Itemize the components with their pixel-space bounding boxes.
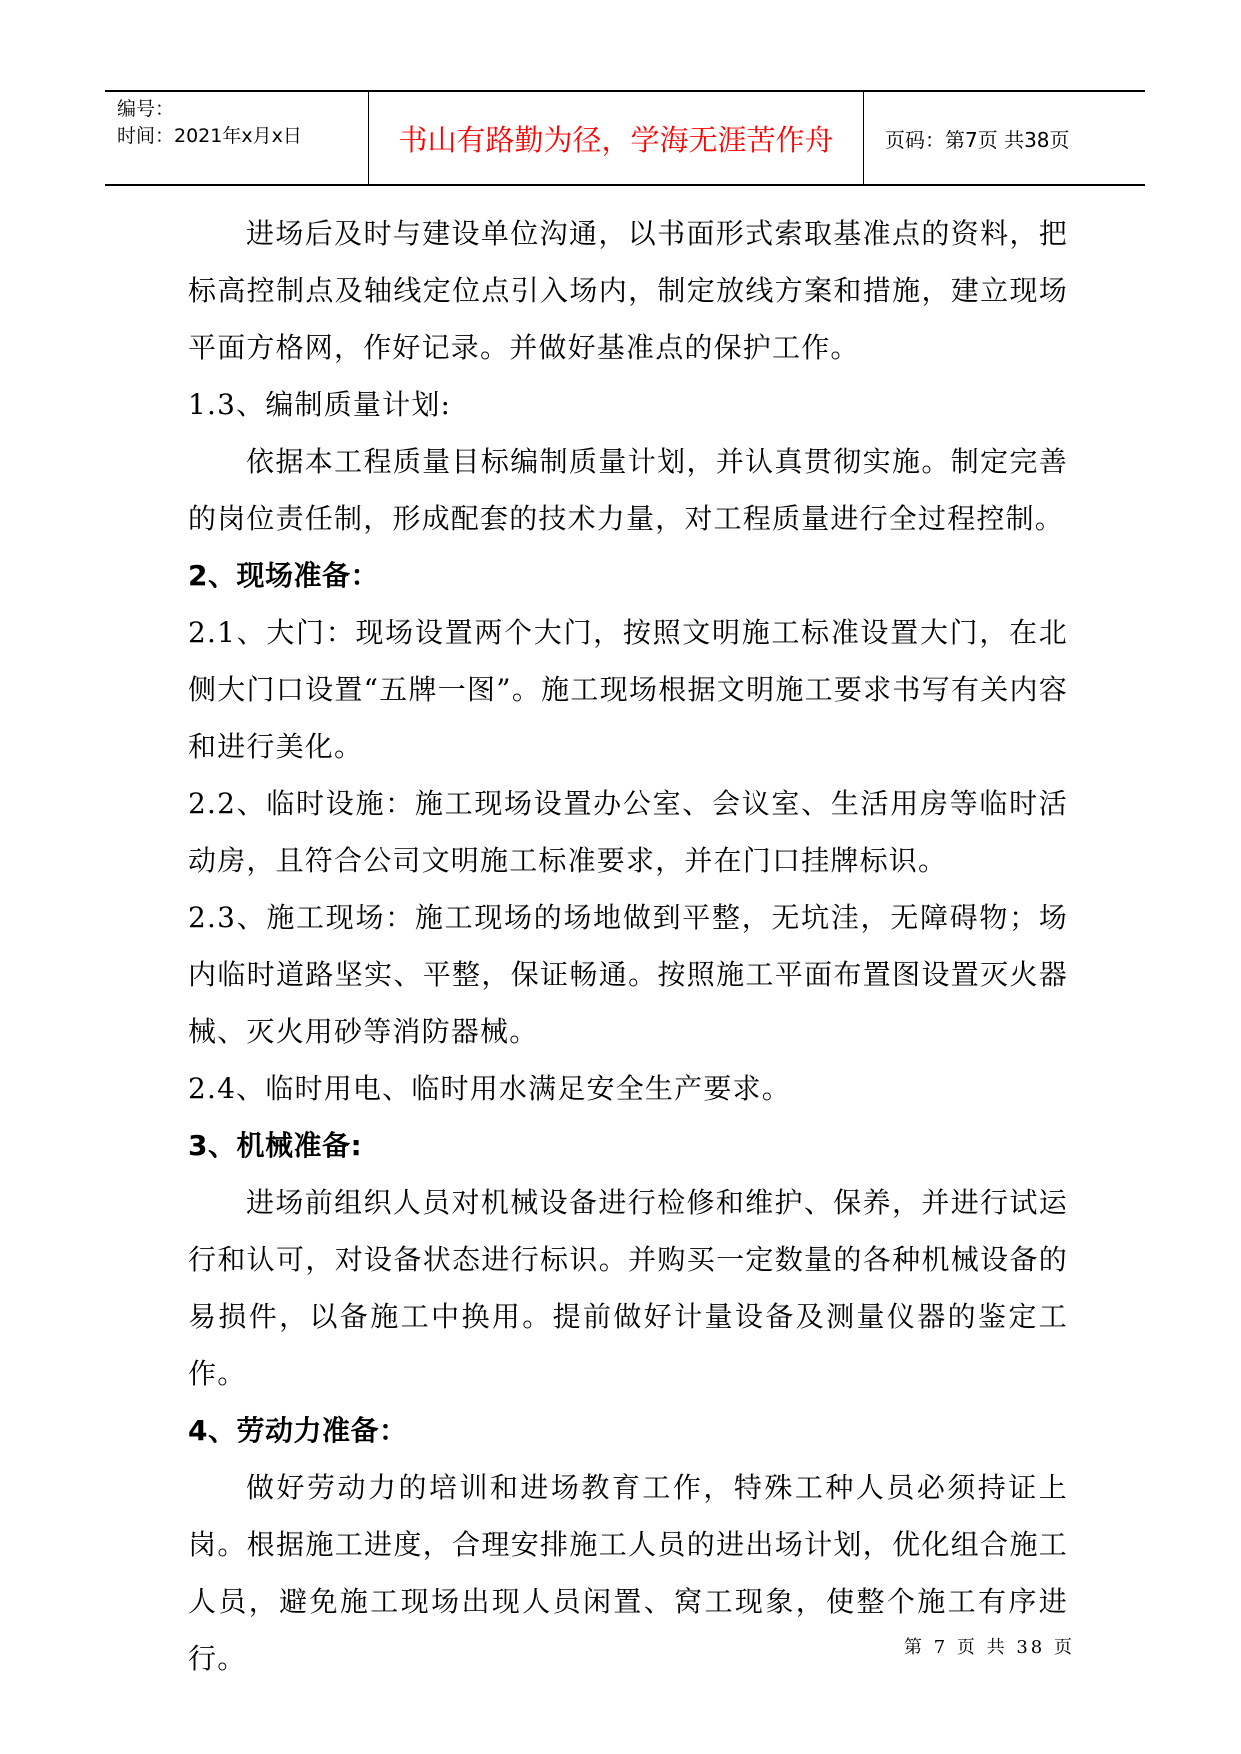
paragraph: 2.1、大门：现场设置两个大门，按照文明施工标准设置大门，在北侧大门口设置“五牌一图”。施工现场根据文明施工要求书写有关内容和进行美化。	[188, 616, 1068, 763]
paragraph: 做好劳动力的培训和进场教育工作，特殊工种人员必须持证上岗。根据施工进度，合理安排施工人员的进出场计划，优化组合施工人员，避免施工现场出现人员闲置、窝工现象，使整个施工有序进行。	[188, 1471, 1068, 1675]
section-heading: 4、劳动力准备：	[188, 1414, 408, 1447]
section-heading: 3、机械准备:	[188, 1129, 363, 1162]
header-meta	[117, 96, 367, 150]
header-page-info: 页码：第7页 共38页	[885, 127, 1070, 152]
document-body	[188, 205, 1068, 1687]
document-time: 时间：2021年x月x日	[117, 125, 302, 147]
paragraph: 2.2、临时设施：施工现场设置办公室、会议室、生活用房等临时活动房，且符合公司文明施工标准要求，并在门口挂牌标识。	[188, 787, 1068, 877]
paragraph: 依据本工程质量目标编制质量计划，并认真贯彻实施。制定完善的岗位责任制，形成配套的技术力量，对工程质量进行全过程控制。	[188, 445, 1068, 535]
page-header	[105, 90, 1145, 186]
paragraph: 进场后及时与建设单位沟通，以书面形式索取基准点的资料，把标高控制点及轴线定位点引入场内，制定放线方案和措施，建立现场平面方格网，作好记录。并做好基准点的保护工作。	[188, 217, 1068, 364]
document-number-label: 编号：	[117, 98, 175, 120]
paragraph: 2.4、临时用电、临时用水满足安全生产要求。	[188, 1072, 791, 1105]
section-heading: 2、现场准备：	[188, 559, 379, 592]
paragraph: 2.3、施工现场：施工现场的场地做到平整，无坑洼，无障碍物；场内临时道路坚实、平整，保证畅通。按照施工平面布置图设置灭火器械、灭火用砂等消防器械。	[188, 901, 1068, 1048]
paragraph: 进场前组织人员对机械设备进行检修和维护、保养，并进行试运行和认可，对设备状态进行标识。并购买一定数量的各种机械设备的易损件，以备施工中换用。提前做好计量设备及测量仪器的鉴定工作。	[188, 1186, 1068, 1390]
page-footer: 第 7 页 共 38 页	[904, 1637, 1075, 1658]
paragraph: 1.3、编制质量计划:	[188, 388, 452, 421]
header-motto: 书山有路勤为径，学海无涯苦作舟	[368, 92, 864, 184]
